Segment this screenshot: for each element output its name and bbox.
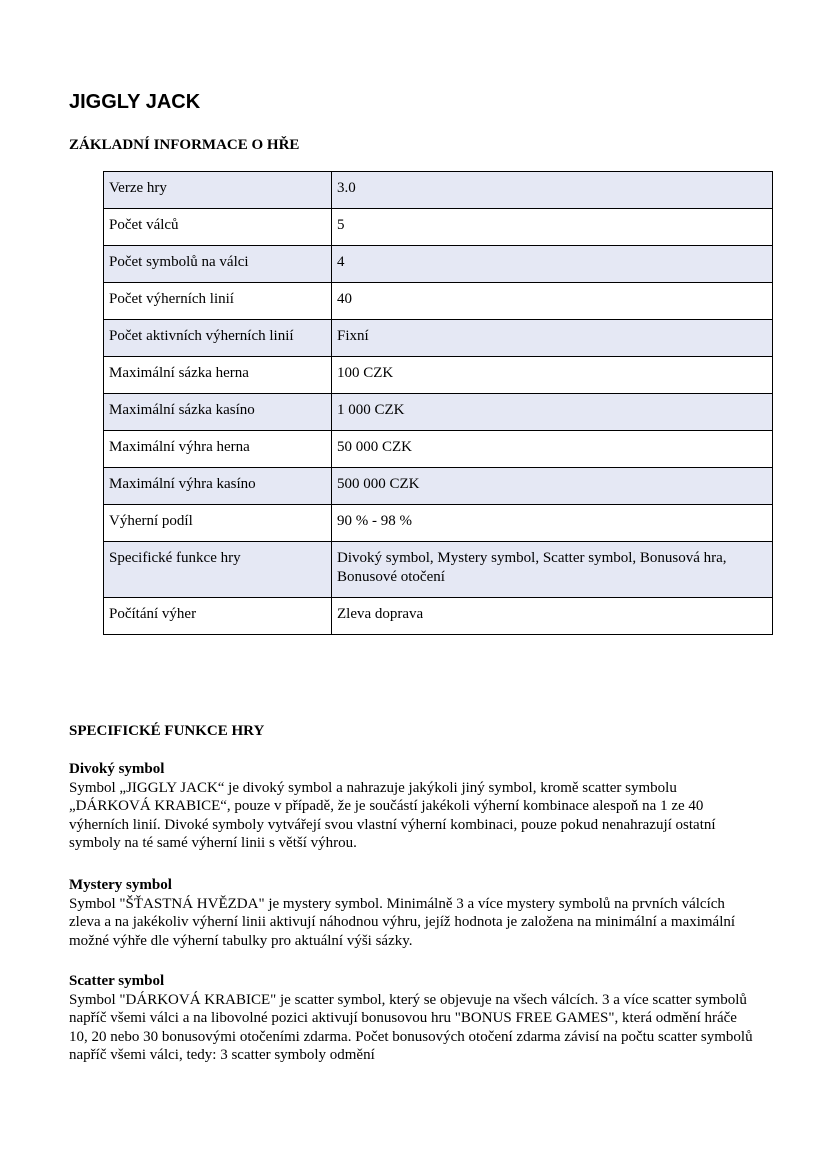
page-title: JIGGLY JACK (69, 91, 201, 113)
mystery-symbol-section (69, 876, 759, 950)
row-value: 1 000 CZK (332, 394, 773, 431)
mystery-symbol-title: Mystery symbol (69, 877, 172, 893)
row-label: Maximální sázka kasíno (104, 394, 332, 431)
row-value: 50 000 CZK (332, 431, 773, 468)
table-row (104, 246, 773, 283)
table-row (104, 172, 773, 209)
row-label: Maximální výhra herna (104, 431, 332, 468)
row-value: 3.0 (332, 172, 773, 209)
row-label: Verze hry (104, 172, 332, 209)
row-label: Počet válců (104, 209, 332, 246)
wild-symbol-section (69, 760, 759, 853)
table-row (104, 468, 773, 505)
row-label: Počet symbolů na válci (104, 246, 332, 283)
table-row (104, 209, 773, 246)
row-value: 500 000 CZK (332, 468, 773, 505)
table-row (104, 542, 773, 598)
row-label: Maximální sázka herna (104, 357, 332, 394)
row-value: 5 (332, 209, 773, 246)
row-value: 4 (332, 246, 773, 283)
mystery-symbol-text: Symbol "ŠŤASTNÁ HVĚZDA" je mystery symbol. Minimálně 3 a více mystery symbolů na prvních válcích zleva a na jakékoliv výherní linii aktivují náhodnou výhru, jejíž hodnota je založena na minimální a maximální možné výhře dle výherní tabulky pro aktuální výši sázky. (69, 895, 736, 949)
specific-features-heading: SPECIFICKÉ FUNKCE HRY (69, 723, 265, 739)
table-row (104, 320, 773, 357)
table-row (104, 431, 773, 468)
table-row (104, 505, 773, 542)
row-label: Počet výherních linií (104, 283, 332, 320)
row-value: 100 CZK (332, 357, 773, 394)
table-row (104, 283, 773, 320)
row-label: Výherní podíl (104, 505, 332, 542)
basic-info-table (103, 171, 773, 635)
table-row (104, 357, 773, 394)
scatter-symbol-section (69, 972, 759, 1065)
row-value: 90 % - 98 % (332, 505, 773, 542)
row-label: Maximální výhra kasíno (104, 468, 332, 505)
scatter-symbol-text: Symbol "DÁRKOVÁ KRABICE" je scatter symbol, který se objevuje na všech válcích. 3 a více scatter symbolů napříč všemi válci a na libovolné pozici aktivují bonusovou hru "BONUS FREE GAMES", která odmění hráče 10, 20 nebo 30 bonusovými otočeními zdarma. Počet bonusových otočení zdarma závisí na počtu scatter symbolů napříč všemi válci, tedy: 3 scatter symboly odmění (69, 991, 753, 1063)
table-row (104, 598, 773, 635)
row-label: Specifické funkce hry (104, 542, 332, 598)
row-label: Počítání výher (104, 598, 332, 635)
table-row (104, 394, 773, 431)
row-label: Počet aktivních výherních linií (104, 320, 332, 357)
row-value: Fixní (332, 320, 773, 357)
row-value: Divoký symbol, Mystery symbol, Scatter symbol, Bonusová hra, Bonusové otočení (332, 542, 773, 598)
wild-symbol-title: Divoký symbol (69, 761, 165, 777)
scatter-symbol-title: Scatter symbol (69, 973, 165, 989)
row-value: Zleva doprava (332, 598, 773, 635)
wild-symbol-text: Symbol „JIGGLY JACK“ je divoký symbol a nahrazuje jakýkoli jiný symbol, kromě scatter symbolu „DÁRKOVÁ KRABICE“, pouze v případě, že je součástí jakékoli výherní kombinace alespoň na 1 ze 40 výherních linií. Divoké symboly vytvářejí svou vlastní výherní kombinaci, pouze pokud nenahrazují ostatní symboly na té samé výherní linii s větší výhrou. (69, 779, 716, 851)
basic-info-heading: ZÁKLADNÍ INFORMACE O HŘE (69, 137, 300, 153)
row-value: 40 (332, 283, 773, 320)
